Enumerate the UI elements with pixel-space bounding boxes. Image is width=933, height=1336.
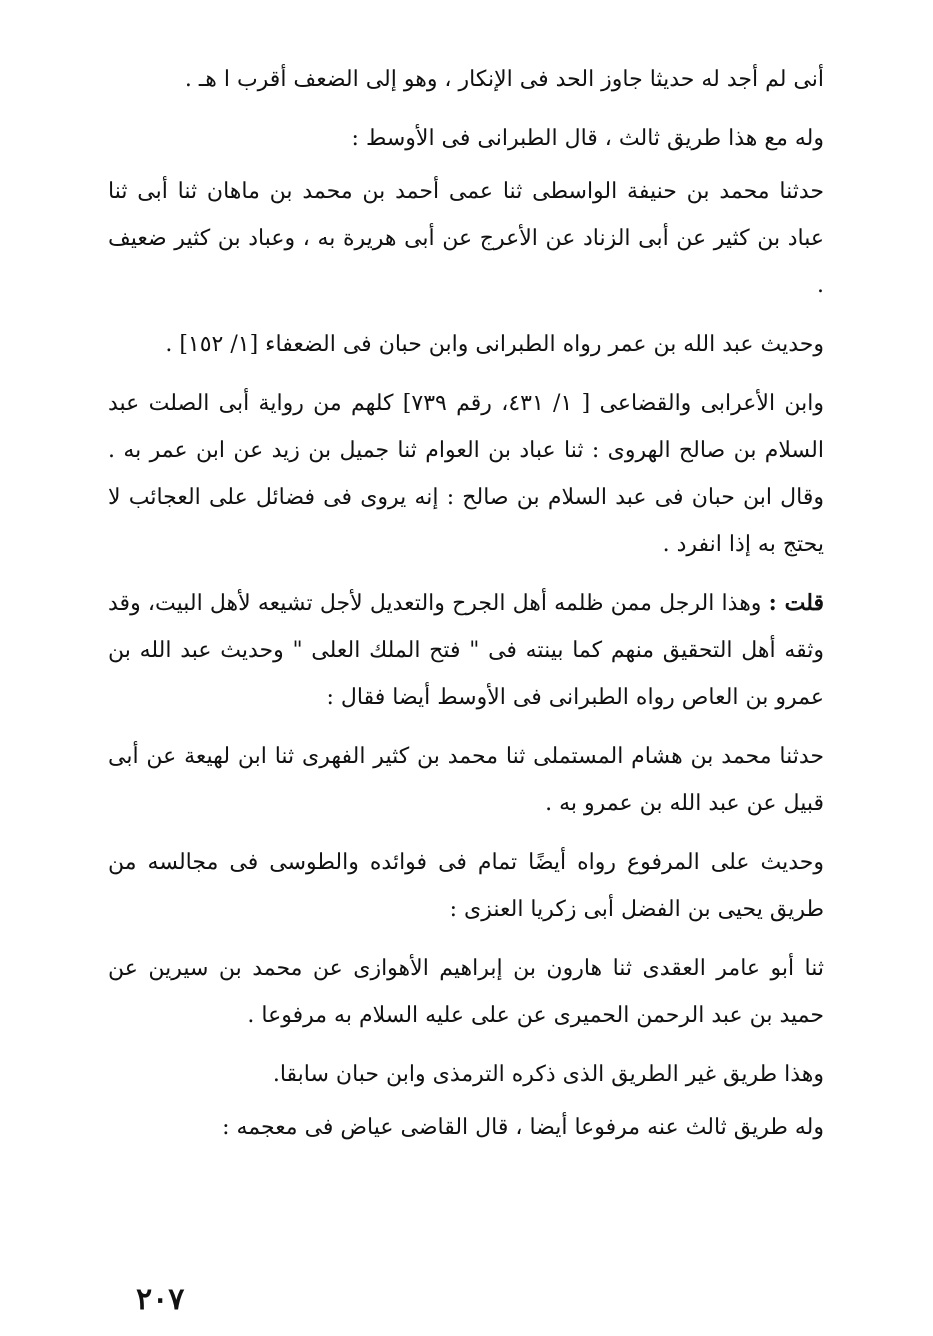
paragraph-4-text: وحديث عبد الله بن عمر رواه الطبرانى وابن حبان فى الضعفاء [١/ ١٥٢] . <box>165 332 824 357</box>
paragraph-11 <box>108 1104 824 1151</box>
paragraph-2-text: وله مع هذا طريق ثالث ، قال الطبرانى فى الأوسط : <box>351 126 824 151</box>
paragraph-1 <box>108 56 824 103</box>
paragraph-9 <box>108 945 824 1039</box>
paragraph-1-text: أنى لم أجد له حديثا جاوز الحد فى الإنكار ، وهو إلى الضعف أقرب ا هـ . <box>184 67 824 92</box>
paragraph-3-text: حدثنا محمد بن حنيفة الواسطى ثنا عمى أحمد بن محمد بن ماهان ثنا أبى ثنا عباد بن كثير عن أبى الزناد عن الأعرج عن أبى هريرة به ، وعباد بن كثير ضعيف . <box>108 179 824 298</box>
paragraph-9-text: ثنا أبو عامر العقدى ثنا هارون بن إبراهيم الأهوازى عن محمد بن سيرين عن حميد بن عبد الرحمن الحميرى عن على عليه السلام به مرفوعا . <box>108 956 825 1028</box>
paragraph-7 <box>108 733 824 827</box>
paragraph-6-lead: قلت : <box>768 590 825 616</box>
body-text <box>108 56 824 1151</box>
paragraph-8 <box>108 839 824 933</box>
paragraph-7-text: حدثنا محمد بن هشام المستملى ثنا محمد بن كثير الفهرى ثنا ابن لهيعة عن أبى قبيل عن عبد الله بن عمرو به . <box>108 744 824 816</box>
paragraph-6 <box>108 580 824 721</box>
paragraph-8-text: وحديث على المرفوع رواه أيضًا تمام فى فوائده والطوسى فى مجالسه من طريق يحيى بن الفضل أبى زكريا العنزى : <box>108 850 824 922</box>
paragraph-6-text: وهذا الرجل ممن ظلمه أهل الجرح والتعديل لأجل تشيعه لأهل البيت، وقد وثقه أهل التحقيق منهم كما بينته فى " فتح الملك العلى " وحديث عبد الله بن عمرو بن العاص رواه الطبرانى فى الأوسط أيضا فقال : <box>108 591 825 710</box>
paragraph-5-text: وابن الأعرابى والقضاعى [ ١/ ٤٣١، رقم ٧٣٩] كلهم من رواية أبى الصلت عبد السلام بن صالح الهروى : ثنا عباد بن العوام ثنا جميل بن زيد عن ابن عمر به . وقال ابن حبان فى عبد السلام بن صالح : إنه يروى فى فضائل على العجائب لا يحتج به إذا انفرد . <box>108 391 824 557</box>
paragraph-11-text: وله طريق ثالث عنه مرفوعا أيضا ، قال القاضى عياض فى معجمه : <box>222 1115 824 1140</box>
paragraph-3 <box>108 168 824 309</box>
page-number: ٢٠٧ <box>136 1282 185 1317</box>
paragraph-10 <box>108 1051 824 1098</box>
paragraph-2 <box>108 115 824 162</box>
paragraph-5 <box>108 380 824 568</box>
paragraph-4 <box>108 321 824 368</box>
paragraph-10-text: وهذا طريق غير الطريق الذى ذكره الترمذى وابن حبان سابقا. <box>272 1062 824 1087</box>
